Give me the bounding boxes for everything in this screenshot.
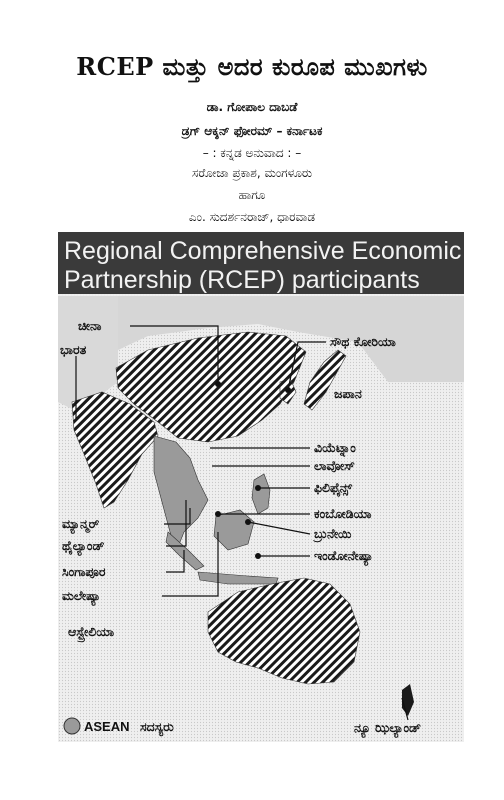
rcep-map: [58, 232, 464, 742]
label-philippines: ಫಿಲಿಫೈನ್ಸ್: [314, 480, 352, 495]
marker-philippines: [255, 485, 261, 491]
label-indonesia: ಇಂಡೋನೇಷ್ಯಾ: [314, 548, 374, 563]
map-heading-line-1: Regional Comprehensive Economic: [64, 237, 462, 265]
marker-brunei: [245, 519, 251, 525]
marker-korea: [285, 387, 291, 393]
label-japan: ಜಪಾನ: [334, 386, 362, 401]
marker-china: [215, 381, 221, 387]
label-australia: ಆಸ್ಟ್ರೇಲಿಯಾ: [68, 624, 115, 639]
page-title: RCEP ಮತ್ತು ಅದರ ಕುರೂಪ ಮುಖಗಳು: [76, 52, 428, 81]
label-china: ಚೀನಾ: [78, 318, 102, 333]
label-myanmar: ಮ್ಯಾನ್ಮರ್: [62, 516, 100, 531]
translator-1-line: ಸರೋಜಾ ಪ್ರಕಾಶ, ಮಂಗಳೂರು: [191, 166, 313, 180]
label-vietnam: ವಿಯೆಟ್ನಾಂ: [314, 440, 356, 455]
label-south-korea: ಸೌಥ ಕೋರಿಯಾ: [330, 334, 396, 349]
organization-line: ಡ್ರಗ್ ಆಕ್ಶನ್ ಫೋರಮ್ – ಕರ್ನಾಟಕ: [181, 124, 323, 138]
label-new-zealand: ನ್ಯೂ ಝಿಲ್ಯಾಂಡ್: [354, 720, 422, 735]
label-singapore: ಸಿಂಗಾಪೂರ: [62, 564, 106, 579]
map-heading-line-2: Partnership (RCEP) participants: [64, 266, 420, 294]
and-line: ಹಾಗೂ: [238, 188, 266, 202]
label-thailand: ಥೈಲ್ಯಾಂಡ್: [62, 538, 105, 553]
marker-cambodia: [215, 511, 221, 517]
author-line: ಡಾ. ಗೋಪಾಲ ದಾಬಡೆ: [206, 100, 298, 114]
label-malaysia: ಮಲೇಷ್ಯಾ: [62, 588, 101, 603]
translation-line: – : ಕನ್ನಡ ಅನುವಾದ : –: [202, 146, 302, 160]
marker-indonesia: [255, 553, 261, 559]
label-cambodia: ಕಂಬೋಡಿಯಾ: [314, 506, 372, 521]
label-brunei: ಬ್ರುನೇಯಿ: [314, 526, 352, 541]
label-laos: ಲಾವೋಸ್: [314, 458, 355, 473]
legend-members-word: ಸದಸ್ಯರು: [140, 719, 174, 734]
label-india: ಭಾರತ: [60, 342, 87, 357]
legend-asean-swatch: [64, 718, 80, 734]
translator-2-line: ಎಂ. ಸುದರ್ಶನರಾಜ್, ಧಾರವಾಡ: [188, 210, 316, 224]
legend-asean-word: ASEAN: [84, 719, 130, 734]
